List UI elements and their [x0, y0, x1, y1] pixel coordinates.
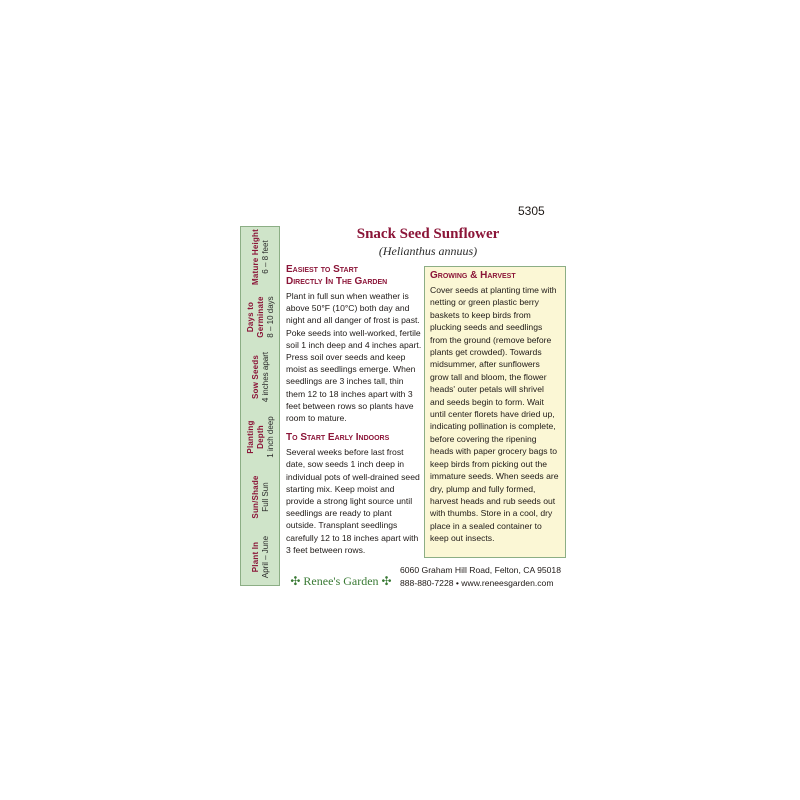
address-line: 6060 Graham Hill Road, Felton, CA 95018 [400, 565, 561, 575]
sidebar-value: 1 inch deep [266, 416, 275, 458]
direct-start-heading-line1: Easiest to Start [286, 264, 358, 275]
contact-line: 888-880-7228 • www.reneesgarden.com [400, 578, 554, 588]
indoors-text: Several weeks before last frost date, sow seeds 1 inch deep in individual pots of well-drained seed starting mix. Keep moist and provide a strong light source until seedlings are ready to plant outside. Transplant seedlings carefully 12 to 18 inches apart with 3 feet between rows. [286, 447, 420, 555]
growing-text: Cover seeds at planting time with netting or green plastic berry baskets to keep birds from plucking seeds and seedlings from the ground (remove before plants get crowded). Towards midsummer, after sunflowers grow tall and bloom, the flower heads' outer petals will shrivel and seeds begin to form. Wait until center florets have dried up, indicating pollination is complete, before covering the ripening heads with paper grocery bags to keep birds from picking out the immature seeds. When seeds are dry, plump and fully formed, harvest heads and rub seeds out with thumbs. Store in a cool, dry place in a sealed container to keep out insects. [430, 285, 559, 544]
instructions-column [286, 264, 422, 556]
sidebar-label: Days to Germinate [246, 296, 265, 338]
direct-start-heading [286, 264, 422, 288]
product-code: 5305 [518, 204, 545, 218]
brand-logo: ✣ Renee's Garden ✣ [290, 574, 392, 588]
latin-name: (Helianthus annuus) [378, 244, 478, 258]
growing-harvest-panel [424, 266, 566, 558]
sidebar-item-days-to-germinate [241, 287, 281, 347]
info-sidebar [240, 226, 280, 586]
sidebar-item-plant-in [241, 527, 281, 587]
sidebar-label: Mature Height [251, 229, 260, 285]
sidebar-label: Sun/Shade [251, 475, 260, 519]
growing-heading: Growing & Harvest [430, 270, 516, 281]
indoors-heading: To Start Early Indoors [286, 432, 390, 444]
sidebar-item-planting-depth [241, 407, 281, 467]
sidebar-label: Sow Seeds [251, 354, 260, 400]
sidebar-label: Planting Depth [246, 420, 265, 454]
direct-start-text: Plant in full sun when weather is above 50°F (10°C) both day and night and all danger of frost is past. Poke seeds into well-worked, fertile soil 1 inch deep and 4 inches apart. Press soil over seeds and keep moist as seedlings emerge. When seedlings are 3 inches tall, thin them 12 to 18 inches apart with 3 feet between rows so plants have room to mature. [286, 291, 422, 424]
sidebar-item-sun-shade [241, 467, 281, 527]
brand-address [400, 564, 570, 590]
direct-start-heading-line2: Directly In The Garden [286, 276, 388, 287]
sidebar-value: 4 inches apart [261, 351, 270, 403]
product-title: Snack Seed Sunflower [356, 226, 500, 242]
sidebar-value: Full Sun [261, 482, 270, 512]
sidebar-value: April – June [261, 535, 270, 579]
sidebar-value: 8 – 10 days [266, 296, 275, 338]
sidebar-item-mature-height [241, 227, 281, 287]
sidebar-value: 6 – 8 feet [261, 240, 270, 274]
sidebar-label: Plant In [251, 541, 260, 573]
sidebar-item-sow-seeds [241, 347, 281, 407]
seed-packet-back [228, 200, 568, 600]
